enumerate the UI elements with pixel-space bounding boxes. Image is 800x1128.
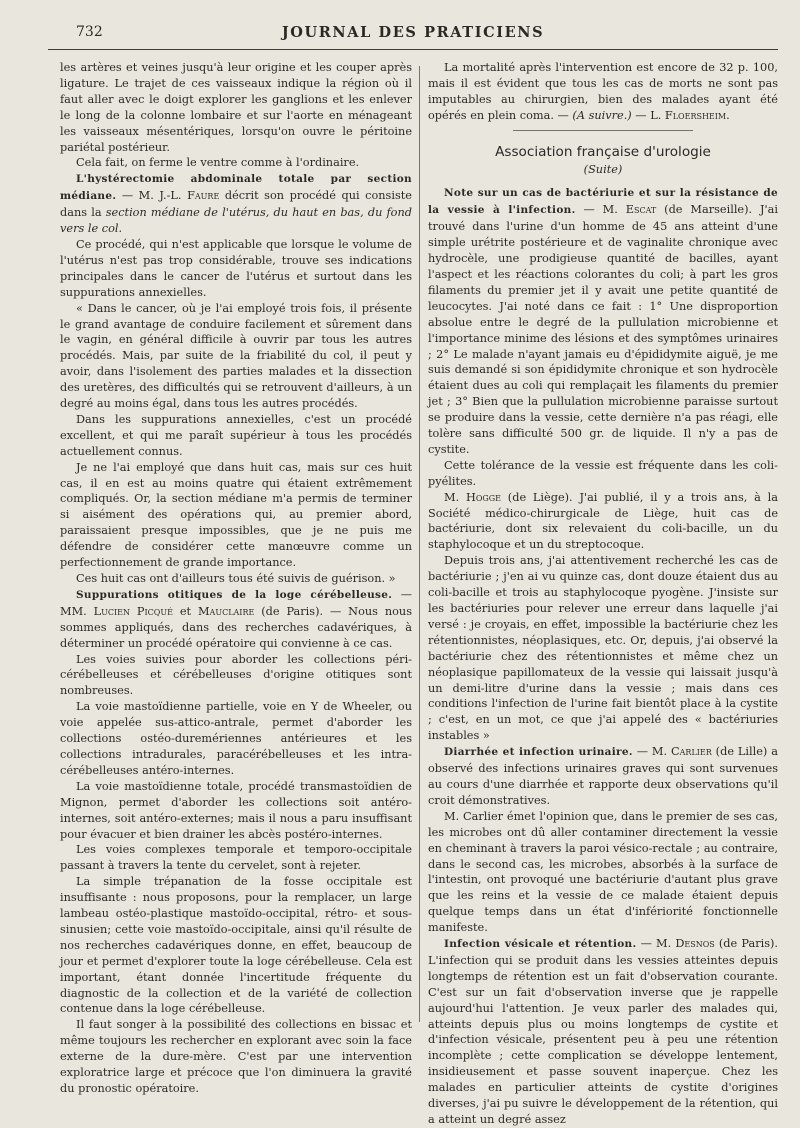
text-run: (de Lille) a observé des infections urinaires graves qui sont survenues au cours d'une diarrhée et rapporte deux observations qu'il croit démonstratives.: [428, 745, 778, 807]
signature: Floersheim: [664, 108, 727, 122]
author-name: Desnos: [675, 937, 715, 951]
italic-text: section médiane de l'utérus, du haut en bas, du fond vers le col.: [60, 206, 412, 236]
paragraph: Dans les suppurations annexielles, c'est un procédé excellent, et qui me paraît supérieur à tous les procédés actuellement connus.: [60, 412, 412, 458]
paragraph: Il faut songer à la possibilité des collections en bissac et même toujours les rechercher en explorant avec soin la face externe de la dure-mère. C'est par une intervention exploratrice large et précoce que l'on diminuera la gravité du pronostic opératoire.: [60, 1018, 412, 1095]
author-name: Hogge: [465, 490, 502, 504]
author-name: Escat: [625, 203, 657, 217]
text-run: (de Liège). J'ai publié, il y a trois ans, à la Société médico-chirurgicale de Liège, huit cas de bactériurie, dont six relevaient du coli-bacille, un du staphylocoque et un du streptocoque.: [428, 490, 779, 552]
text-run: — M. J.-L.: [116, 189, 188, 203]
paragraph: La voie mastoïdienne totale, procédé transmastoïdien de Mignon, permet d'aborder les collections soit antéro-internes, soit antéro-externes; mais il nous a paru insuffisant pour évacuer et bien drainer les abcès postéro-internes.: [60, 779, 412, 841]
paragraph: Cela fait, on ferme le ventre comme à l'ordinaire.: [76, 156, 360, 170]
paragraph: La voie mastoïdienne partielle, voie en Y de Wheeler, ou voie appelée sus-attico-antrale, permet d'aborder les collections ostéo-duremériennes antérieures et les collections intradurales, paracérébelleuses et les intra-cérébelleuses antéro-internes.: [60, 700, 412, 777]
paragraph: M. Carlier émet l'opinion que, dans le premier de ses cas, les microbes ont dû aller contaminer directement la vessie en cheminant à travers la paroi vésico-rectale ; au contraire, dans le second cas, les microbes, absorbés à la surface de l'intestin, ont provoqué une bactériurie d'autant plus grave que les reins et la vessie de ce malade étaient depuis quelque temps dans un état d'infériorité fonctionnelle manifeste.: [428, 809, 778, 935]
header-rule: [48, 49, 778, 50]
text-run: .: [726, 108, 730, 122]
left-column: [60, 60, 412, 1095]
text-run: — MM.: [60, 587, 412, 618]
paragraph: Depuis trois ans, j'ai attentivement recherché les cas de bactériurie ; j'en ai vu quinze cas, dont douze étaient dus au coli-bacille et trois au staphylocoque pyogène. J'insiste sur les bactériuries pour relever une erreur dans laquelle j'ai versé : je croyais, en effet, impossible la bactériurie chez les rétentionnistes, néoplasiques, etc. Or, depuis, j'ai observé la bactériurie chez des rétentionnistes et même chez un néoplasique papillomateux de la vessie qui laissait jusqu'à un demi-litre d'urine dans la vessie ; mais dans ces conditions l'infection de l'urine fait bientôt place à la cystite ; c'est, en un mot, ce que j'ai appelé des « bactériuries instables »: [428, 554, 778, 743]
page-number: 732: [76, 24, 103, 40]
paragraph: les artères et veines jusqu'à leur origine et les couper après ligature. Le trajet de ces vaisseaux indique la région où il faut aller avec le doigt explorer les ganglions et les enlever le long de la colonne lombaire et sur l'aorte en ménageant les vaisseaux mésentériques, lorsqu'on ouvre le péritoine pariétal postérieur.: [60, 61, 412, 154]
paragraph: Les voies suivies pour aborder les collections péri-cérébelleuses et cérébelleuses d'origine otitiques sont nombreuses.: [60, 652, 412, 698]
paragraph: « Dans le cancer, où je l'ai employé trois fois, il présente le grand avantage de conduire facilement et sûrement dans le vagin, en général difficile à ouvrir par tous les autres procédés. Mais, par suite de la friabilité du col, il peut y avoir, dans l'isolement des parties malades et la dissection des uretères, des difficultés qui se retrouvent d'ailleurs, à un degré au moins égal, dans tous les autres procédés.: [60, 301, 412, 411]
author-name: Faure: [187, 189, 220, 203]
paragraph: Ces huit cas ont d'ailleurs tous été suivis de guérison. »: [76, 572, 396, 585]
paragraph: Je ne l'ai employé que dans huit cas, mais sur ces huit cas, il en est au moins quatre qui étaient extrêmement compliqués. Or, la section médiane m'a permis de terminer si aisément des opérations qui, au premier abord, paraissaient presque impossibles, que je ne puis me défendre de considérer cette manœuvre comme un perfectionnement de grande importance.: [60, 460, 412, 570]
article-suppurations: [60, 587, 412, 652]
text-run: M.: [444, 490, 466, 504]
article-hogge: [428, 490, 778, 554]
article-infection-vesicale: [428, 936, 778, 1128]
article-ending: [428, 60, 778, 124]
column-divider: [419, 66, 420, 1022]
article-heading: Note sur un cas de bactériurie et sur la résistance de la vessie à l'infection.: [428, 187, 778, 217]
paragraph: Les voies complexes temporale et temporo-occipitale passant à travers la tente du cervelet, sont à rejeter.: [60, 843, 412, 873]
text-run: (de Paris). — Nous nous sommes appliqués, dans des recherches cadavériques, à déterminer un procédé opératoire qui convienne à ce cas.: [60, 604, 412, 650]
text-run: (de Marseille). J'ai trouvé dans l'urine d'un homme de 45 ans atteint d'une simple urétrite postérieure et de vaginalite chronique avec hydrocèle, une prodigieuse quantité de bacilles, ayant l'aspect et les réactions colorantes du coli; à part les gros filaments du premier jet il y avait une petite quantité de leucocytes. J'ai noté dans ce fait : 1° Une disproportion absolue entre le degré de la pullulation microbienne et l'importance minime des lésions et des symptômes urinaires ; 2° Le malade n'ayant jamais eu d'épididymite aiguë, je me suis demandé si son épididymite chronique et son hydrocèle étaient dues au coli qui remplaçait les filaments du premier jet ; 3° Bien que la pullulation microbienne paraisse surtout se produire dans la vessie, cette dernière n'a pas réagi, elle tolère sans difficulté 500 gr. de liquide. Il n'y a pas de cystite.: [428, 203, 779, 456]
section-title: Association française d'urologie: [495, 143, 711, 160]
section-subtitle: (Suite): [583, 162, 623, 176]
author-name: Mauclaire: [197, 604, 255, 618]
right-column: [428, 60, 779, 1126]
short-separator: [513, 130, 693, 131]
article-heading: Infection vésicale et rétention.: [444, 938, 637, 951]
text-run: — M.: [632, 745, 671, 759]
paragraph: La simple trépanation de la fosse occipitale est insuffisante : nous proposons, pour la remplacer, un large lambeau ostéo-plastique mastoïdo-occipital, rétro- et sous-sinusien; cette voie mastoïdo-occipitale, ainsi qu'il résulte de nos recherches cadavériques donne, en effet, beaucoup de jour et permet d'explorer toute la loge cérébelleuse. Cela est important, étant donnée l'incertitude fréquente du diagnostic de la collection et de la variété de collection contenue dans la loge cérébelleuse.: [60, 875, 412, 1016]
to-be-continued: (A suivre.): [572, 108, 632, 122]
text-run: (de Paris). L'infection qui se produit dans les vessies atteintes depuis longtemps de rétention est un fait d'observation courante. C'est sur un fait d'observation inverse que je rappelle aujourd'hui l'attention. Je veux parler des malades qui, atteints depuis plus ou moins longtemps de cystite et d'infection vésicale, présentent peu à peu une rétention incomplète ; cette complication se développe lentement, insidieusement et passe souvent inaperçue. Chez les malades en particulier atteints de cystite d'origines diverses, j'ai pu suivre le développement de la rétention, qui a atteint un degré assez: [428, 937, 778, 1126]
article-bacteriurie: [428, 185, 778, 457]
article-heading: Suppurations otitiques de la loge cérébelleuse.: [76, 588, 393, 601]
text-run: — M.: [636, 937, 676, 951]
article-heading: Diarrhée et infection urinaire.: [444, 746, 633, 759]
text-run: La mortalité après l'intervention est encore de 32 p. 100, mais il est évident que tous les cas de morts ne sont pas imputables au chirurgien, bien des malades ayant été opérés en plein coma. —: [428, 61, 778, 122]
paragraph: Ce procédé, qui n'est applicable que lorsque le volume de l'utérus n'est pas trop considérable, trouve ses indications principales dans le cancer de l'utérus et surtout dans les suppurations annexielles.: [60, 237, 412, 299]
article-hysterectomie: [60, 171, 412, 237]
author-name: Lucien Picqué: [93, 604, 173, 618]
journal-title: JOURNAL DES PRATICIENS: [281, 24, 545, 41]
author-name: Carlier: [671, 745, 712, 759]
article-heading: L'hystérectomie abdominale totale par section médiane.: [60, 173, 412, 203]
text-run: — L.: [631, 108, 665, 122]
text-run: et: [172, 604, 198, 618]
text-run: — M.: [575, 203, 626, 217]
article-diarrhee: [428, 744, 778, 809]
text-run: décrit son procédé qui consiste dans la: [60, 189, 412, 220]
paragraph: Cette tolérance de la vessie est fréquente dans les coli-pyélites.: [428, 458, 778, 488]
page-header: [48, 24, 778, 44]
